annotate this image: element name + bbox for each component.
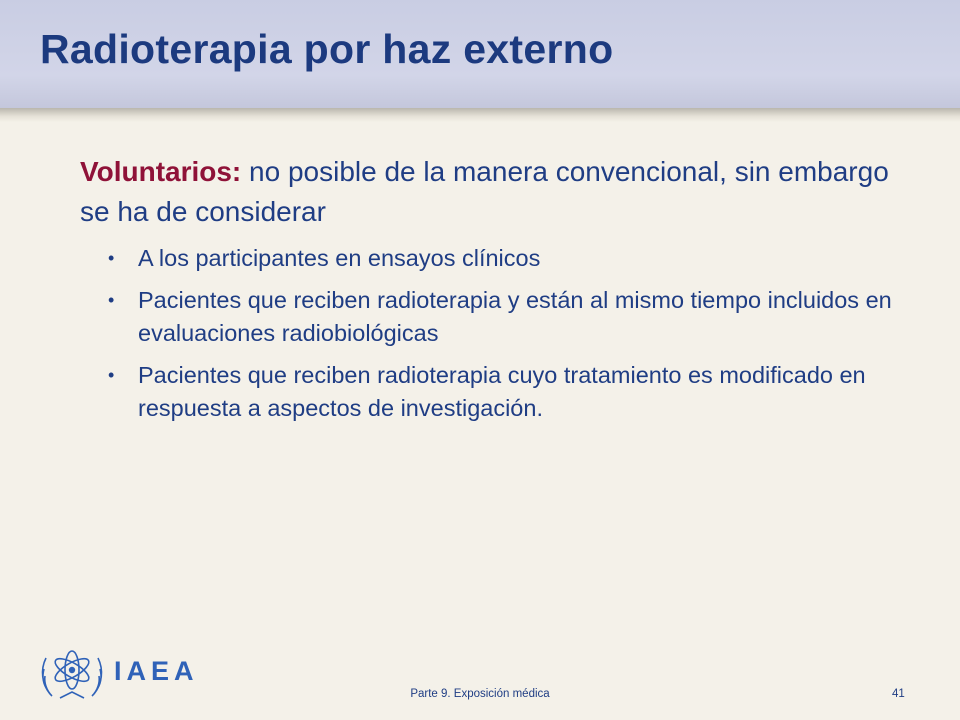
bullet-text: Pacientes que reciben radioterapia y están al mismo tiempo incluidos en evaluaciones radiobiológicas [138,287,892,346]
slide-content [80,152,920,434]
iaea-logo-text: IAEA [114,656,199,686]
bullet-icon: • [108,248,115,268]
bullet-icon: • [108,290,115,310]
lead-paragraph [80,152,920,232]
header-shadow [0,108,960,122]
iaea-emblem-icon [36,636,108,708]
bullet-icon: • [108,365,115,385]
bullet-text: A los participantes en ensayos clínicos [138,245,541,271]
slide-title: Radioterapia por haz externo [40,26,614,72]
bullet-list [80,242,920,425]
bullet-item [80,359,920,425]
footer-section: Parte 9. Exposición médica [410,688,550,700]
page-number: 41 [892,688,905,700]
lead-text: no posible de la manera convencional, sin embargo se ha de considerar [80,156,889,227]
bullet-item [80,284,920,350]
lead-keyword: Voluntarios: [80,156,242,187]
bullet-item [80,242,920,275]
bullet-text: Pacientes que reciben radioterapia cuyo tratamiento es modificado en respuesta a aspectos de investigación. [138,362,866,421]
